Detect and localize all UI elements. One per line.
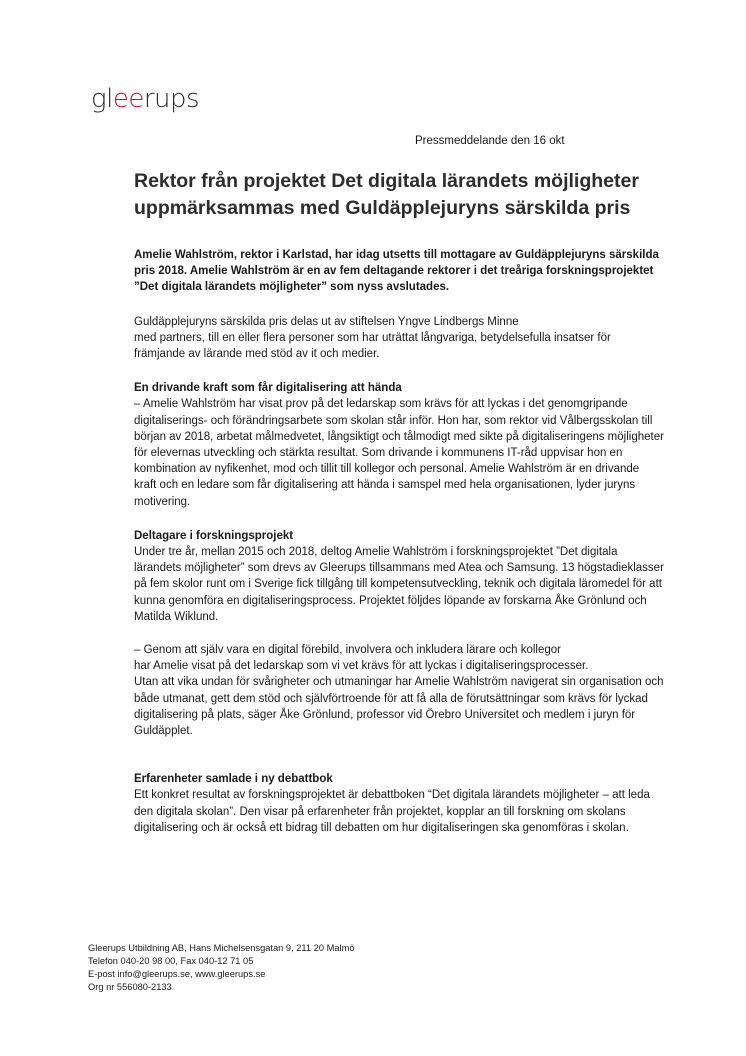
intro-line-1: Guldäpplejuryns särskilda pris delas ut av stiftelsen Yngve Lindbergs Minne bbox=[134, 315, 519, 328]
section-heading-debate-book: Erfarenheter samlade i ny debattbok bbox=[134, 773, 333, 786]
quote-line-1: – Genom att själv vara en digital förebild, involvera och inkludera lärare och kollegor bbox=[134, 644, 562, 657]
footer-address: Gleerups Utbildning AB, Hans Michelsensgatan 9, 211 20 Malmö bbox=[88, 943, 355, 953]
footer-phone: Telefon 040-20 98 00, Fax 040-12 71 05 bbox=[88, 956, 254, 966]
headline: Rektor från projektet Det digitala lärandets möjligheter uppmärksammas med Guldäpplejuryns särskilda pris bbox=[134, 170, 639, 219]
logo-text-end: rups bbox=[143, 84, 200, 114]
section-heading-research-project: Deltagare i forskningsprojekt bbox=[134, 529, 294, 542]
gleerups-logo bbox=[91, 86, 199, 112]
lead-paragraph: Amelie Wahlström, rektor i Karlstad, har idag utsetts till mottagare av Guldäpplejuryns särskilda pris 2018. Amelie Wahlström är en av fem deltagande rektorer i det treåriga forskningsprojektet ”Det digitala lärandets möjligheter” som nyss avslutades. bbox=[134, 249, 659, 294]
footer-contact: E-post info@gleerups.se, www.gleerups.se bbox=[88, 969, 266, 979]
intro-paragraph bbox=[134, 314, 664, 363]
article-body bbox=[134, 247, 664, 836]
section-heading-driving-force: En drivande kraft som får digitalisering att hända bbox=[134, 382, 402, 395]
quote-line-2: har Amelie visat på det ledarskap som vi vet krävs för att lyckas i digitaliseringsprocesser. bbox=[134, 660, 589, 673]
logo-text-start: gl bbox=[91, 84, 113, 114]
quote-rest: Utan att vika undan för svårigheter och utmaningar har Amelie Wahlström navigerat sin organisation och både utmanat, gett dem stöd och självförtroende för att få alla de förutsättningar som krävs för lyckad digitalisering på plats, säger Åke Grönlund, professor vid Örebro Universitet och medlem i juryn för Guldäpplet. bbox=[134, 676, 664, 738]
company-footer bbox=[88, 942, 355, 994]
logo-text-accent: ee bbox=[112, 84, 144, 114]
section-body-research-project: Under tre år, mellan 2015 och 2018, deltog Amelie Wahlström i forskningsprojektet ”Det digitala lärandets möjligheter” som drevs av Gleerups tillsammans med Atea och Samsung. 13 högstadieklasser på fem skolor runt om i Sverige fick tillgång till kompetensutveckling, teknik och digitala läromedel för att kunna genomföra en digitaliseringsprocess. Projektet följdes löpande av forskarna Åke Grönlund och Matilda Wiklund. bbox=[134, 546, 664, 623]
intro-line-2: med partners, till en eller flera personer som har uträttat långvariga, betydelsefulla insatser för främjande av lärande med stöd av it och medier. bbox=[134, 331, 611, 361]
quote-paragraph bbox=[134, 642, 664, 739]
section-body-debate-book: Ett konkret resultat av forskningsprojektet är debattboken “Det digitala lärandets möjligheter – att leda den digitala skolan”. Den visar på erfarenheter från projektet, kopplar an till forskning om skolans digitalisering och är också ett bidrag till debatten om hur digitaliseringen ska genomföras i skolan. bbox=[134, 789, 650, 834]
press-release-date: Pressmeddelande den 16 okt bbox=[415, 135, 565, 147]
footer-org-number: Org nr 556080-2133 bbox=[88, 982, 172, 992]
section-body-driving-force: – Amelie Wahlström har visat prov på det ledarskap som krävs för att lyckas i det genomgripande digitaliserings- och förändringsarbete som skolan står inför. Hon har, som rektor vid Vålbergsskolan till början av 2018, arbetat målmedvetet, långsiktigt och tålmodigt med sikte på digitaliseringens möjligheter för elevernas utveckling och stärkta resultat. Som drivande i kommunens IT-råd uppvisar hon en kombination av nyfikenhet, mod och tillit till kollegor och personal. Amelie Wahlström är en drivande kraft och en ledare som får digitalisering att hända i samspel med hela organisationen, lyder juryns motivering. bbox=[134, 398, 664, 508]
